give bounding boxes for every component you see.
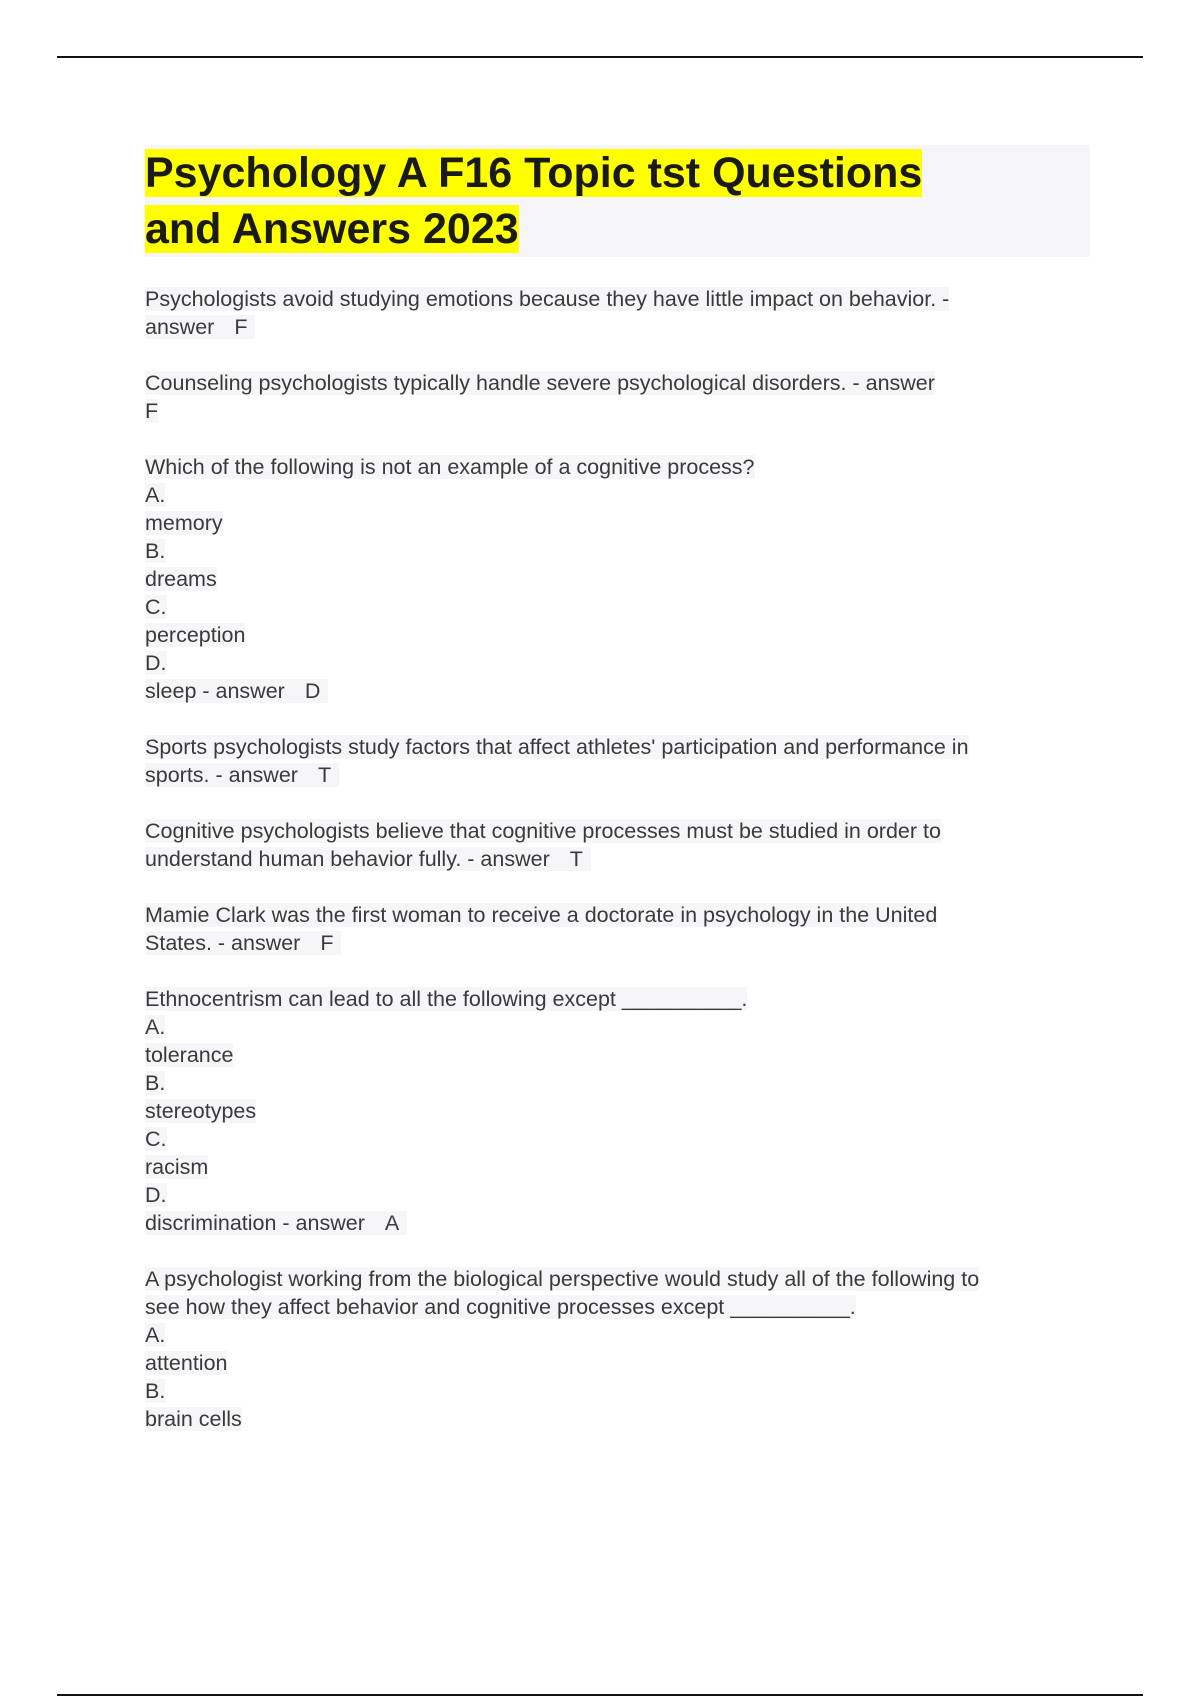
question-line — [145, 1097, 1090, 1125]
question-item — [145, 285, 1090, 341]
title-block — [145, 145, 1090, 257]
question-item — [145, 453, 1090, 705]
question-line — [145, 1125, 1090, 1153]
question-text: racism — [145, 1155, 209, 1179]
bottom-rule — [57, 1694, 1143, 1696]
question-line — [145, 1321, 1090, 1349]
top-rule — [57, 56, 1143, 58]
answer-prefix: answer — [145, 315, 215, 339]
title-line-1: Psychology A F16 Topic tst Questions — [145, 149, 923, 197]
answer-prefix: sports. - answer — [145, 763, 298, 787]
question-line — [145, 1405, 1090, 1433]
question-text: Cognitive psychologists believe that cognitive processes must be studied in order to — [145, 819, 941, 843]
question-item — [145, 1265, 1090, 1433]
question-text: tolerance — [145, 1043, 234, 1067]
answer-value: A — [384, 1211, 400, 1235]
answer-value: T — [569, 847, 583, 871]
question-text: Psychologists avoid studying emotions because they have little impact on behavior. - — [145, 287, 950, 311]
answer-line — [145, 845, 1090, 873]
question-line — [145, 1069, 1090, 1097]
question-line — [145, 733, 1090, 761]
question-line — [145, 1293, 1090, 1321]
question-text: Sports psychologists study factors that affect athletes' participation and performance in — [145, 735, 969, 759]
question-text: attention — [145, 1351, 228, 1375]
question-line — [145, 369, 1090, 397]
question-text: C. — [145, 595, 167, 619]
question-text: Which of the following is not an example of a cognitive process? — [145, 455, 755, 479]
question-text: Mamie Clark was the first woman to receive a doctorate in psychology in the United — [145, 903, 938, 927]
answer-line — [145, 1209, 1090, 1237]
question-text: D. — [145, 1183, 167, 1207]
question-text: brain cells — [145, 1407, 242, 1431]
document-title — [145, 145, 1090, 257]
question-line — [145, 1041, 1090, 1069]
question-line — [145, 985, 1090, 1013]
answer-prefix: discrimination - answer — [145, 1211, 365, 1235]
question-line — [145, 481, 1090, 509]
question-text: B. — [145, 539, 166, 563]
answer-value: T — [317, 763, 332, 787]
question-line — [145, 565, 1090, 593]
question-item — [145, 733, 1090, 789]
question-line — [145, 537, 1090, 565]
question-line — [145, 817, 1090, 845]
question-list — [145, 285, 1090, 1433]
question-line — [145, 593, 1090, 621]
question-item — [145, 369, 1090, 425]
answer-prefix: sleep - answer — [145, 679, 285, 703]
question-text: A. — [145, 1323, 166, 1347]
question-item — [145, 817, 1090, 873]
question-item — [145, 985, 1090, 1237]
answer-line — [145, 677, 1090, 705]
question-line — [145, 1265, 1090, 1293]
question-item — [145, 901, 1090, 957]
question-text: see how they affect behavior and cognitive processes except __________. — [145, 1295, 856, 1319]
question-line — [145, 1013, 1090, 1041]
answer-prefix: States. - answer — [145, 931, 301, 955]
document-body — [145, 145, 1090, 1461]
question-line — [145, 1181, 1090, 1209]
answer-line — [145, 313, 1090, 341]
question-text: dreams — [145, 567, 217, 591]
question-line — [145, 621, 1090, 649]
question-line — [145, 1349, 1090, 1377]
question-text: memory — [145, 511, 223, 535]
question-text: D. — [145, 651, 167, 675]
question-text: A. — [145, 483, 166, 507]
answer-line — [145, 761, 1090, 789]
answer-line — [145, 397, 1090, 425]
answer-line — [145, 929, 1090, 957]
question-line — [145, 649, 1090, 677]
question-text: B. — [145, 1379, 166, 1403]
question-line — [145, 901, 1090, 929]
question-text: A psychologist working from the biological perspective would study all of the following to — [145, 1267, 980, 1291]
question-text: B. — [145, 1071, 166, 1095]
question-text: Ethnocentrism can lead to all the following except __________. — [145, 987, 748, 1011]
question-text: perception — [145, 623, 246, 647]
question-line — [145, 509, 1090, 537]
answer-value: F — [234, 315, 248, 339]
question-text: stereotypes — [145, 1099, 257, 1123]
question-text: A. — [145, 1015, 166, 1039]
question-text: C. — [145, 1127, 167, 1151]
title-line-2: and Answers 2023 — [145, 205, 519, 253]
question-line — [145, 453, 1090, 481]
question-text: Counseling psychologists typically handle severe psychological disorders. - answer — [145, 371, 935, 395]
answer-value: F — [145, 399, 159, 423]
question-line — [145, 1153, 1090, 1181]
answer-value: D — [304, 679, 321, 703]
question-line — [145, 285, 1090, 313]
answer-value: F — [320, 931, 334, 955]
question-line — [145, 1377, 1090, 1405]
answer-prefix: understand human behavior fully. - answer — [145, 847, 550, 871]
